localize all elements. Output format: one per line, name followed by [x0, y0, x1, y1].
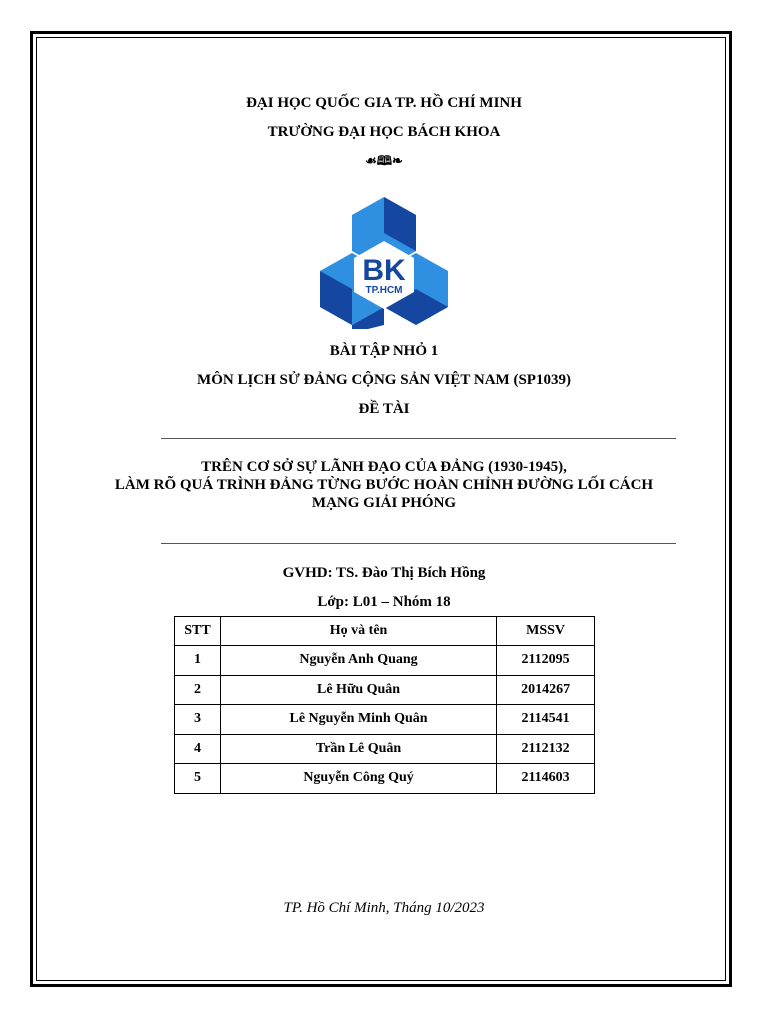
cell-stt: 2: [175, 675, 221, 705]
logo-text-bk: BK: [362, 254, 406, 287]
course-name: MÔN LỊCH SỬ ĐẢNG CỘNG SẢN VIỆT NAM (SP1039): [197, 372, 571, 388]
university-name: ĐẠI HỌC QUỐC GIA TP. HỒ CHÍ MINH: [246, 95, 522, 111]
topic-title: [80, 458, 688, 512]
cell-mssv: 2114541: [497, 705, 595, 735]
table-row: [175, 734, 595, 764]
cell-stt: 5: [175, 764, 221, 794]
table-row: [175, 764, 595, 794]
bk-tphcm-logo: [320, 197, 448, 329]
table-header-row: [175, 617, 595, 646]
table-row: [175, 646, 595, 676]
cell-mssv: 2112095: [497, 646, 595, 676]
cell-stt: 3: [175, 705, 221, 735]
cell-name: Nguyễn Anh Quang: [220, 646, 496, 676]
cell-name: Nguyễn Công Quý: [220, 764, 496, 794]
header-stt: STT: [175, 617, 221, 646]
cell-mssv: 2014267: [497, 675, 595, 705]
cell-name: Trần Lê Quân: [220, 734, 496, 764]
cell-stt: 4: [175, 734, 221, 764]
divider-top: [161, 438, 676, 439]
logo-text-tphcm: TP.HCM: [365, 285, 403, 296]
topic-line-3: MẠNG GIẢI PHÓNG: [311, 495, 457, 511]
cell-stt: 1: [175, 646, 221, 676]
ornament-divider: ☙🕮❧: [365, 153, 403, 168]
topic-label: ĐỀ TÀI: [358, 401, 410, 417]
divider-bottom: [161, 543, 676, 544]
class-group: Lớp: L01 – Nhóm 18: [317, 594, 451, 610]
cell-name: Lê Hữu Quân: [220, 675, 496, 705]
members-table: [174, 616, 595, 794]
cell-mssv: 2114603: [497, 764, 595, 794]
place-date-footer: TP. Hồ Chí Minh, Tháng 10/2023: [283, 900, 485, 916]
topic-line-1: TRÊN CƠ SỞ SỰ LÃNH ĐẠO CỦA ĐẢNG (1930-1945),: [201, 459, 567, 475]
header-name: Họ và tên: [220, 617, 496, 646]
school-name: TRƯỜNG ĐẠI HỌC BÁCH KHOA: [267, 124, 501, 140]
header-mssv: MSSV: [497, 617, 595, 646]
topic-line-2: LÀM RÕ QUÁ TRÌNH ĐẢNG TỪNG BƯỚC HOÀN CHỈNH ĐƯỜNG LỐI CÁCH: [114, 477, 654, 493]
instructor: GVHD: TS. Đào Thị Bích Hồng: [282, 565, 486, 581]
table-row: [175, 675, 595, 705]
cell-name: Lê Nguyễn Minh Quân: [220, 705, 496, 735]
assignment-title: BÀI TẬP NHỎ 1: [329, 343, 439, 359]
cell-mssv: 2112132: [497, 734, 595, 764]
table-row: [175, 705, 595, 735]
